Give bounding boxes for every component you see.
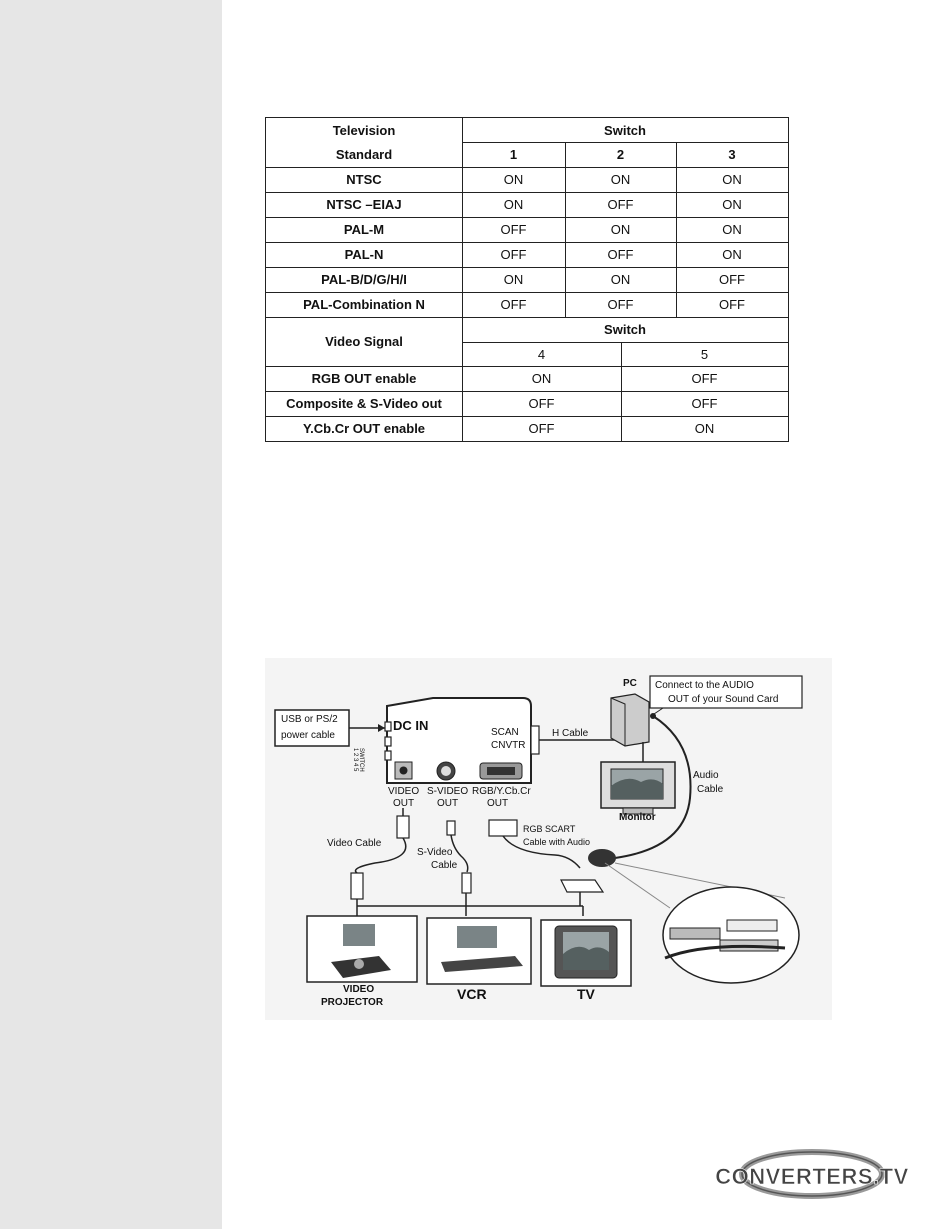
switch-value: ON bbox=[531, 371, 552, 386]
standard-name: PAL-M bbox=[343, 222, 385, 237]
video-out-label-line1: VIDEO bbox=[388, 786, 420, 797]
rgb-out-label-line2: OUT bbox=[487, 798, 509, 809]
standard-name: NTSC –EIAJ bbox=[326, 197, 402, 212]
switch-value: ON bbox=[722, 172, 742, 187]
svideo-cable-label-line1: S-Video bbox=[417, 847, 453, 858]
switch-value: OFF bbox=[528, 421, 555, 436]
switch-value: OFF bbox=[500, 297, 527, 312]
projector-label-line2: PROJECTOR bbox=[321, 997, 384, 1008]
logo-text: CONVERTERS.TV bbox=[715, 1164, 909, 1189]
switch-number-5: 5 bbox=[700, 346, 709, 362]
switch-number-1: 1 bbox=[509, 147, 518, 162]
switch-value: OFF bbox=[607, 247, 634, 262]
switch-value: ON bbox=[503, 197, 524, 212]
audio-cable-label-line2: Cable bbox=[697, 784, 724, 795]
scan-label-line2: CNVTR bbox=[491, 740, 526, 751]
standard-name: PAL-Combination N bbox=[303, 297, 425, 312]
switch-label: SWITCH bbox=[358, 748, 364, 772]
switch-value: OFF bbox=[500, 247, 527, 262]
switch-value: OFF bbox=[691, 396, 718, 411]
switch-value: ON bbox=[503, 172, 524, 187]
video-switch-header: Switch bbox=[604, 322, 646, 337]
left-sidebar-panel bbox=[0, 0, 222, 1229]
video-out-label-line2: OUT bbox=[393, 798, 415, 809]
dip-switch-table bbox=[265, 117, 789, 442]
switch-number-2: 2 bbox=[616, 147, 625, 162]
switch-value: OFF bbox=[607, 197, 634, 212]
switch-header: Switch bbox=[604, 122, 646, 138]
scart-label-line2: Cable with Audio bbox=[523, 837, 591, 847]
switch-value: OFF bbox=[528, 396, 555, 411]
switch-value: ON bbox=[610, 222, 631, 237]
rgb-out-label-line1: RGB/Y.Cb.Cr bbox=[472, 786, 531, 797]
scan-label-line1: SCAN bbox=[491, 727, 519, 738]
header-standard-label: Standard bbox=[335, 147, 393, 162]
video-signal-name: RGB OUT enable bbox=[311, 371, 417, 386]
switch-value: OFF bbox=[500, 222, 527, 237]
monitor-label: Monitor bbox=[619, 812, 656, 823]
standard-name: PAL-N bbox=[344, 247, 384, 262]
standard-name: PAL-B/D/G/H/I bbox=[321, 272, 407, 287]
usb-label-line2: power cable bbox=[281, 730, 335, 741]
switch-value: ON bbox=[722, 222, 742, 237]
switch-digits-label: 1 2 3 4 5 bbox=[352, 748, 358, 772]
switch-value: OFF bbox=[691, 371, 718, 386]
usb-label-line1: USB or PS/2 bbox=[281, 714, 338, 725]
switch-value: ON bbox=[722, 247, 742, 262]
h-cable-label: H Cable bbox=[552, 728, 589, 739]
standard-name: NTSC bbox=[346, 172, 382, 187]
switch-value: ON bbox=[610, 172, 631, 187]
logo-art bbox=[712, 1148, 912, 1204]
connection-diagram bbox=[265, 658, 832, 1020]
switch-value: ON bbox=[722, 197, 742, 212]
switch-value: OFF bbox=[719, 297, 745, 312]
audio-cable-label-line1: Audio bbox=[693, 770, 719, 781]
svideo-out-label-line1: S-VIDEO bbox=[427, 786, 469, 797]
video-signal-name: Composite & S-Video out bbox=[286, 396, 442, 411]
switch-value: ON bbox=[694, 421, 715, 436]
callout-line1: Connect to the AUDIO bbox=[655, 680, 754, 691]
video-signal-label: Video Signal bbox=[325, 334, 403, 349]
vcr-label: VCR bbox=[457, 986, 487, 1002]
header-television-label: Television bbox=[332, 122, 396, 138]
callout-line2: OUT of your Sound Card bbox=[668, 694, 779, 705]
svideo-cable-label-line2: Cable bbox=[431, 860, 458, 871]
scart-connector bbox=[489, 820, 517, 836]
video-cable-label: Video Cable bbox=[327, 838, 382, 849]
projector-label-line1: VIDEO bbox=[343, 984, 375, 995]
pc-tower bbox=[611, 694, 649, 746]
scart-label-line1: RGB SCART bbox=[523, 824, 576, 834]
converters-tv-logo bbox=[712, 1148, 912, 1204]
switch-number-3: 3 bbox=[728, 147, 736, 162]
switch-value: OFF bbox=[719, 272, 745, 287]
dc-in-label: DC IN bbox=[393, 718, 429, 733]
svideo-out-label-line2: OUT bbox=[437, 798, 459, 809]
video-signal-name: Y.Cb.Cr OUT enable bbox=[302, 421, 426, 436]
switch-number-4: 4 bbox=[537, 346, 546, 362]
pc-label: PC bbox=[623, 678, 637, 689]
switch-value: ON bbox=[503, 272, 524, 287]
switch-value: OFF bbox=[607, 297, 634, 312]
switch-value: ON bbox=[610, 272, 631, 287]
tv-label: TV bbox=[577, 986, 595, 1002]
